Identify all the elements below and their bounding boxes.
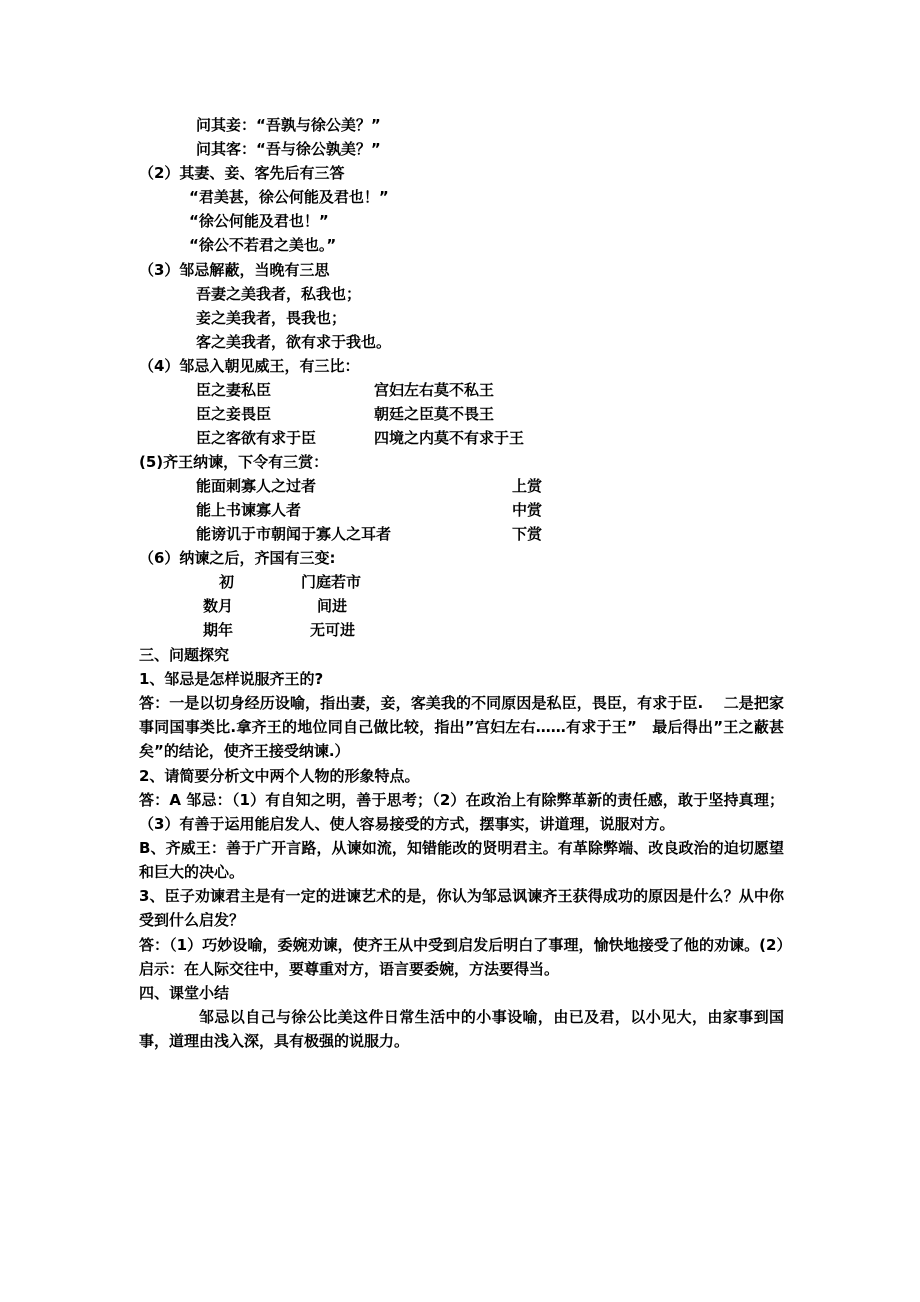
- change-period: 初: [219, 573, 235, 591]
- thought-line: 客之美我者，欲有求于我也。: [196, 333, 392, 351]
- change-result: 无可进: [310, 621, 356, 639]
- section-4-heading: （4）邹忌入朝见威王，有三比：: [139, 357, 360, 375]
- section-3-heading: （3）邹忌解蔽，当晚有三思: [139, 261, 330, 279]
- part-3-heading: 三、问题探究: [139, 646, 230, 664]
- reward-level: 中赏: [512, 501, 543, 519]
- comparison-left: 臣之客欲有求于臣: [196, 429, 317, 447]
- reward-condition: 能上书谏寡人者: [196, 501, 302, 519]
- answer-3: 答：（1）巧妙设喻，委婉劝谏，使齐王从中受到启发后明白了事理，愉快地接受了他的劝谏。(2）启示：在人际交往中，要尊重对方，语言要委婉，方法要得当。: [139, 936, 784, 978]
- comparison-left: 臣之妻私臣: [196, 381, 272, 399]
- section-6-heading: （6）纳谏之后，齐国有三变:: [139, 549, 336, 567]
- answer-2-weiwang: B、齐威王：善于广开言路，从谏如流，知错能改的贤明君主。有革除弊端、改良政治的迫切愿望和巨大的决心。: [139, 839, 784, 881]
- question-to-guest: 问其客：“吾与徐公孰美？”: [196, 140, 381, 158]
- answer-line: “徐公何能及君也！”: [189, 212, 329, 230]
- change-period: 数月: [203, 597, 234, 615]
- question-3: 3、臣子劝谏君主是有一定的进谏艺术的是，你认为邹忌讽谏齐王获得成功的原因是什么？从中你受到什么启发？: [139, 887, 784, 929]
- question-to-concubine: 问其妾：“吾孰与徐公美？”: [196, 116, 381, 134]
- section-5-heading: (5)齐王纳谏，下令有三赏：: [139, 453, 329, 471]
- change-result: 门庭若市: [301, 573, 362, 591]
- question-2: 2、请简要分析文中两个人物的形象特点。: [139, 767, 420, 785]
- question-1: 1、邹忌是怎样说服齐王的?: [139, 670, 324, 688]
- comparison-right: 四境之内莫不有求于王: [374, 429, 525, 447]
- reward-level: 上赏: [512, 477, 543, 495]
- summary-paragraph: 邹忌以自己与徐公比美这件日常生活中的小事设喻，由已及君，以小见大，由家事到国事，道理由浅入深，具有极强的说服力。: [139, 1008, 784, 1050]
- answer-line: “君美甚，徐公何能及君也！”: [189, 188, 389, 206]
- thought-line: 妾之美我者，畏我也；: [196, 309, 347, 327]
- change-period: 期年: [203, 621, 234, 639]
- reward-condition: 能面刺寡人之过者: [196, 477, 317, 495]
- change-result: 间进: [317, 597, 348, 615]
- answer-2-zouji: 答：A 邹忌：（1）有自知之明，善于思考；（2）在政治上有除弊革新的责任感，敢于坚持真理；（3）有善于运用能启发人、使人容易接受的方式，摆事实，讲道理，说服对方。: [139, 791, 784, 833]
- reward-level: 下赏: [512, 525, 543, 543]
- answer-1: 答：一是以切身经历设喻，指出妻，妾，客美我的不同原因是私臣，畏臣，有求于臣. 二是把家事同国事类比.拿齐王的地位同自己做比较，指出”宫妇左右……有求于王” 最后得出”王之蔽甚矣”的结论，使齐王接受纳谏.）: [139, 694, 784, 760]
- answer-line: “徐公不若君之美也。”: [189, 236, 337, 254]
- section-2-heading: （2）其妻、妾、客先后有三答: [139, 164, 345, 182]
- comparison-right: 宫妇左右莫不私王: [374, 381, 495, 399]
- comparison-right: 朝廷之臣莫不畏王: [374, 405, 495, 423]
- part-4-heading: 四、课堂小结: [139, 984, 230, 1002]
- thought-line: 吾妻之美我者，私我也；: [196, 285, 362, 303]
- comparison-left: 臣之妾畏臣: [196, 405, 272, 423]
- reward-condition: 能谤讥于市朝闻于寡人之耳者: [196, 525, 392, 543]
